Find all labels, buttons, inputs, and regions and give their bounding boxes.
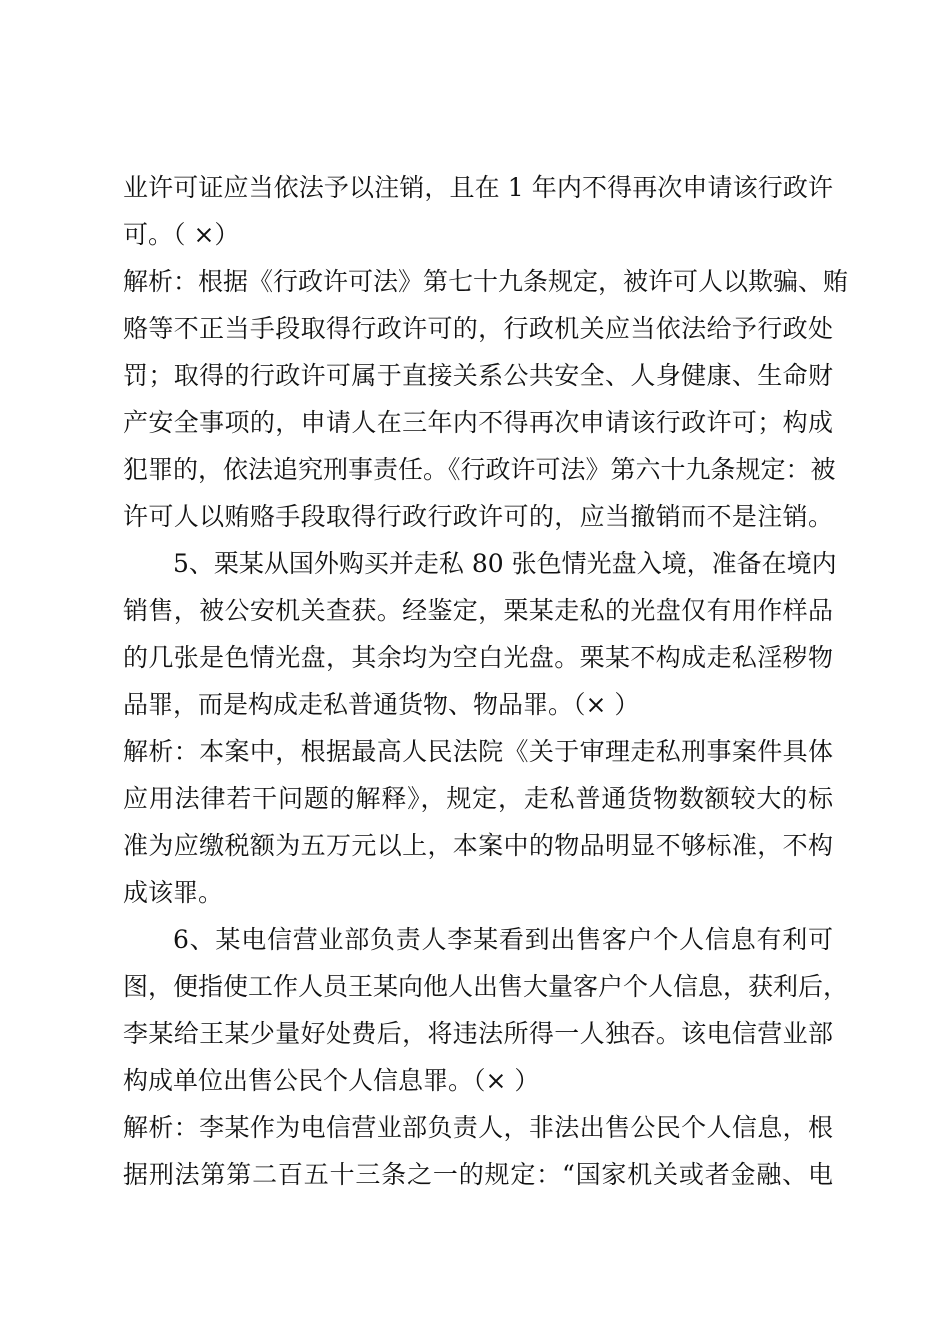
text-line-4: 赂等不正当手段取得行政许可的，行政机关应当依法给予行政处 bbox=[123, 314, 833, 343]
text-line-11: 的几张是色情光盘，其余均为空白光盘。栗某不构成走私淫秽物 bbox=[123, 643, 833, 672]
text-line-18: 图，便指使工作人员王某向他人出售大量客户个人信息，获利后， bbox=[123, 972, 849, 1001]
text-line-20: 构成单位出售公民个人信息罪。（× ） bbox=[123, 1066, 540, 1095]
text-line-8: 许可人以贿赂手段取得行政行政许可的，应当撤销而不是注销。 bbox=[123, 502, 833, 531]
text-line-10: 销售，被公安机关查获。经鉴定，栗某走私的光盘仅有用作样品 bbox=[123, 596, 833, 625]
text-line-7: 犯罪的，依法追究刑事责任。《行政许可法》第六十九条规定：被 bbox=[123, 455, 836, 484]
text-line-17: 6、某电信营业部负责人李某看到出售客户个人信息有利可 bbox=[173, 925, 833, 954]
text-line-22: 据刑法第第二百五十三条之一的规定：“国家机关或者金融、电 bbox=[123, 1160, 833, 1189]
document-body bbox=[123, 164, 849, 1198]
text-line-3: 解析：根据《行政许可法》第七十九条规定，被许可人以欺骗、贿 bbox=[123, 267, 849, 296]
text-line-19: 李某给王某少量好处费后，将违法所得一人独吞。该电信营业部 bbox=[123, 1019, 833, 1048]
text-line-15: 准为应缴税额为五万元以上，本案中的物品明显不够标准，不构 bbox=[123, 831, 833, 860]
text-line-12: 品罪，而是构成走私普通货物、物品罪。（× ） bbox=[123, 690, 640, 719]
text-line-9: 5、栗某从国外购买并走私 80 张色情光盘入境，准备在境内 bbox=[173, 549, 837, 578]
text-line-13: 解析：本案中，根据最高人民法院《关于审理走私刑事案件具体 bbox=[123, 737, 833, 766]
text-line-1: 业许可证应当依法予以注销，且在 1 年内不得再次申请该行政许 bbox=[123, 173, 833, 202]
text-line-21: 解析：李某作为电信营业部负责人，非法出售公民个人信息，根 bbox=[123, 1113, 833, 1142]
text-line-2: 可。（ ×） bbox=[123, 220, 240, 249]
text-line-5: 罚；取得的行政许可属于直接关系公共安全、人身健康、生命财 bbox=[123, 361, 833, 390]
text-line-14: 应用法律若干问题的解释》，规定，走私普通货物数额较大的标 bbox=[123, 784, 833, 813]
text-line-16: 成该罪。 bbox=[123, 878, 224, 907]
text-line-6: 产安全事项的，申请人在三年内不得再次申请该行政许可；构成 bbox=[123, 408, 833, 437]
